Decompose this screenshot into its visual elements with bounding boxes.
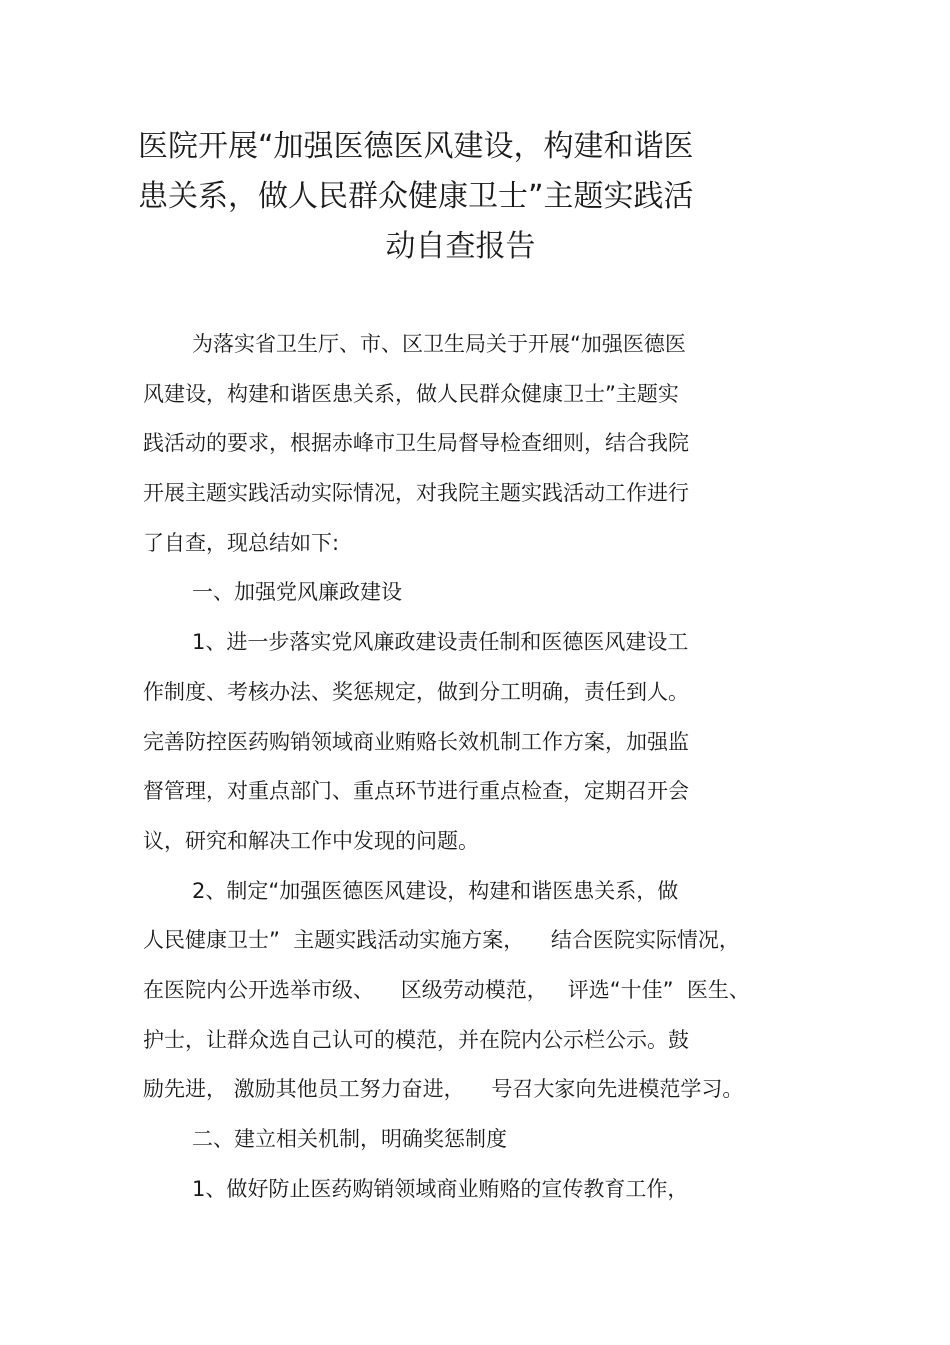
body-line: 人民健康卫士” 主题实践活动实施方案， 结合医院实际情况， bbox=[143, 928, 740, 953]
body-line: 励先进， 激励其他员工努力奋进， 号召大家向先进模范学习。 bbox=[143, 1077, 744, 1102]
body-line: 1、做好防止医药购销领域商业贿赂的宣传教育工作， bbox=[192, 1176, 689, 1201]
body-line: 了自查，现总结如下: bbox=[143, 530, 340, 555]
body-line: 完善防控医药购销领域商业贿赂长效机制工作方案，加强监 bbox=[143, 729, 689, 754]
body-line: 2、制定“加强医德医风建设，构建和谐医患关系，做 bbox=[192, 878, 679, 903]
body-line: 护士，让群众选自己认可的模范，并在院内公示栏公示。鼓 bbox=[143, 1027, 689, 1052]
body-line: 1、进一步落实党风廉政建设责任制和医德医风建设工 bbox=[192, 630, 689, 655]
title-line: 医院开展“加强医德医风建设，构建和谐医 bbox=[138, 129, 694, 164]
body-line: 风建设，构建和谐医患关系，做人民群众健康卫士”主题实 bbox=[143, 381, 679, 406]
body-line: 二、建立相关机制，明确奖惩制度 bbox=[192, 1127, 507, 1151]
title-line: 患关系，做人民群众健康卫士”主题实践活 bbox=[138, 179, 694, 214]
body-line: 为落实省卫生厅、市、区卫生局关于开展“加强医德医 bbox=[192, 332, 686, 356]
body-line: 开展主题实践活动实际情况，对我院主题实践活动工作进行 bbox=[143, 481, 689, 506]
body-line: 一、加强党风廉政建设 bbox=[192, 580, 402, 605]
body-line: 督管理，对重点部门、重点环节进行重点检查，定期召开会 bbox=[143, 779, 689, 804]
body-line: 践活动的要求，根据赤峰市卫生局督导检查细则，结合我院 bbox=[143, 431, 689, 456]
body-line: 作制度、考核办法、奖惩规定，做到分工明确，责任到人。 bbox=[143, 679, 689, 704]
body-line: 议，研究和解决工作中发现的问题。 bbox=[143, 828, 479, 853]
document-body bbox=[143, 320, 823, 1214]
document-title bbox=[138, 122, 758, 272]
body-line: 在医院内公开选举市级、 区级劳动模范， 评选“十佳” 医生、 bbox=[143, 977, 750, 1002]
title-line: 动自查报告 bbox=[385, 229, 536, 264]
